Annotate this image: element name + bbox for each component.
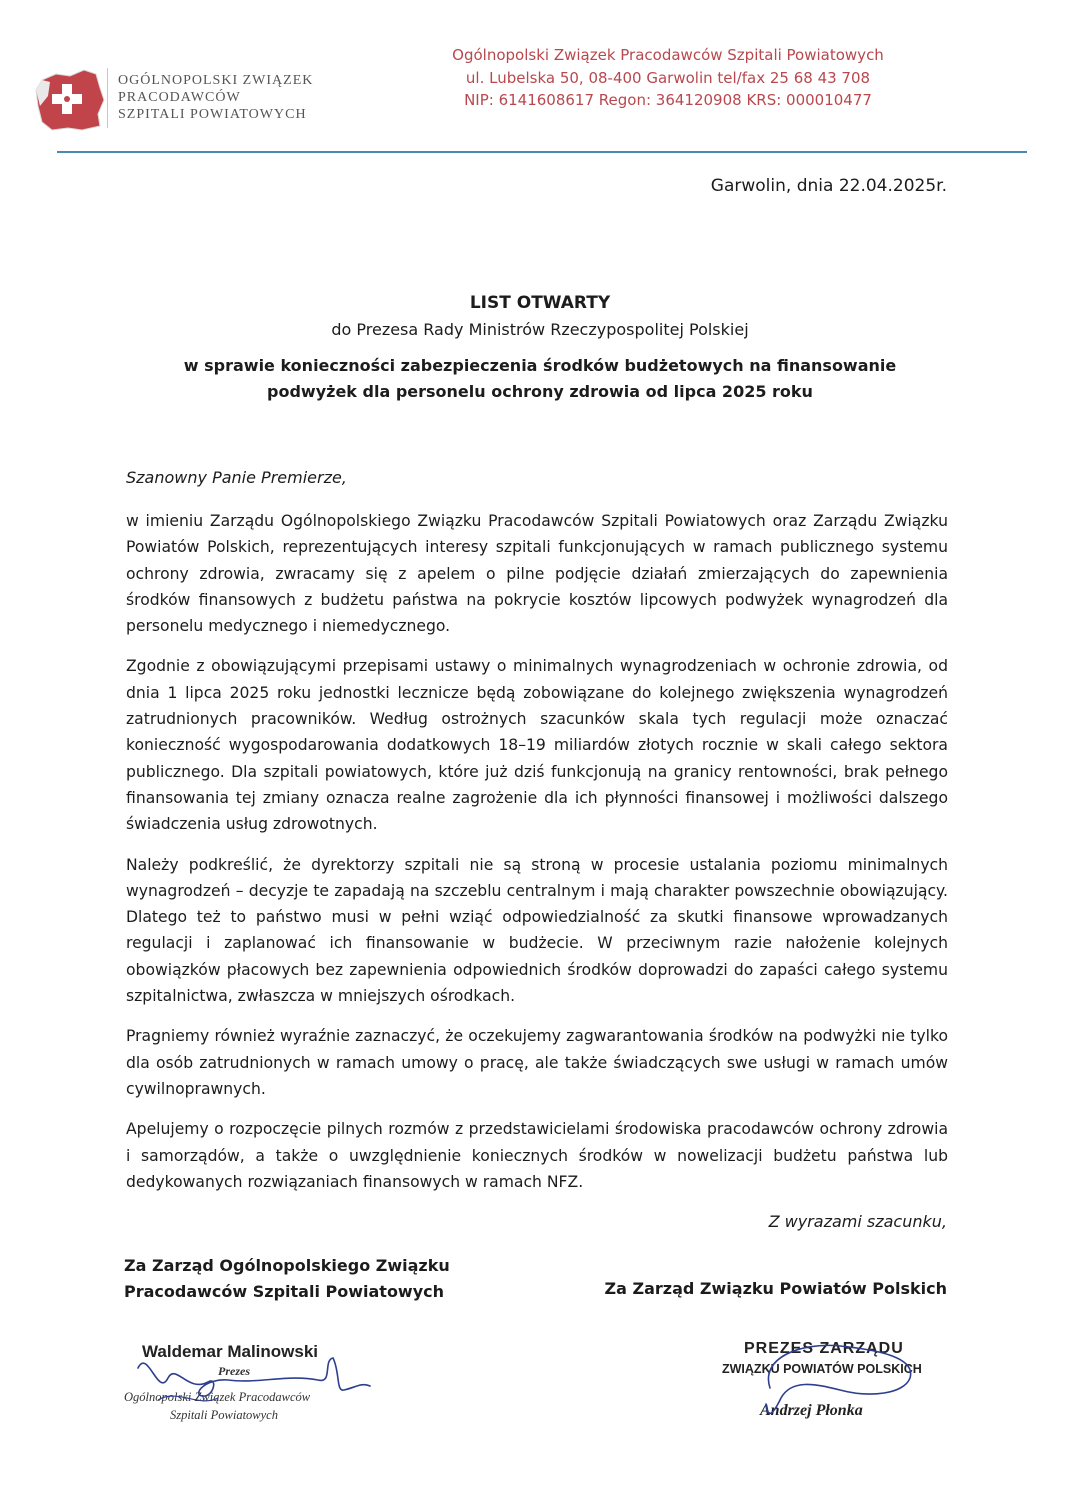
contact-line: ul. Lubelska 50, 08-400 Garwolin tel/fax 25 68 43 708: [465, 68, 871, 87]
stamp-org: ZWIĄZKU POWIATÓW POLSKICH: [722, 1362, 922, 1376]
letter-title: LIST OTWARTY: [469, 293, 611, 313]
signature-left-line: Pracodawców Szpitali Powiatowych: [124, 1282, 445, 1301]
addressee: do Prezesa Rady Ministrów Rzeczypospolitej Polskiej: [331, 320, 749, 339]
stamp-role: Prezes: [218, 1364, 250, 1378]
stamp-title: PREZES ZARZĄDU: [744, 1340, 904, 1357]
paragraph: Należy podkreślić, że dyrektorzy szpitali nie są stroną w procesie ustalania poziomu minimalnych wynagrodzeń – decyzje te zapadają na szczeblu centralnym i mają charakter powszechnie obowiązujący. Dlatego też to państwo musi w pełni wziąć odpowiedzialność za skutki finansowe wprowadzanych regulacji i zaplanować ich finansowanie w budżecie. W przeciwnym razie nałożenie kolejnych obowiązków płacowych bez zapewnienia odpowiednich środków doprowadzi do zapaści całego systemu szpitalnictwa, zwłaszcza w mniejszych ośrodkach.: [126, 855, 948, 1006]
paragraph: w imieniu Zarządu Ogólnopolskiego Związku Pracodawców Szpitali Powiatowych oraz Zarządu Związku Powiatów Polskich, reprezentujących interesy szpitali funkcjonujących w ramach publicznego systemu ochrony zdrowia, zwracamy się z apelem o pilne podjęcie działań zmierzających do zapewnienia środków finansowych z budżetu państwa na pokrycie kosztów lipcowych podwyżek wynagrodzeń dla personelu medycznego i niemedycznego.: [126, 512, 948, 636]
paragraph: Pragniemy również wyraźnie zaznaczyć, że oczekujemy zagwarantowania środków na podwyżki nie tylko dla osób zatrudnionych w ramach umowy o pracę, ale także świadczących swe usługi w ramach umów cywilnoprawnych.: [126, 1027, 948, 1098]
poland-map-cross-logo: [34, 66, 106, 134]
contact-line: Ogólnopolski Związek Pracodawców Szpitali Powiatowych: [452, 46, 884, 64]
signature-left-line: Za Zarząd Ogólnopolskiego Związku: [124, 1256, 450, 1275]
paragraph: Zgodnie z obowiązującymi przepisami ustawy o minimalnych wynagrodzeniach w ochronie zdrowia, od dnia 1 lipca 2025 roku jednostki lecznicze będą zobowiązane do kolejnego zwiększenia wynagrodzeń zatrudnionych pracowników. Według ostrożnych szacunków skala tych regulacji może oznaczać konieczność wygospodarowania dodatkowych 18–19 miliardów złotych rocznie w skali całego sektora publicznego. Dla szpitali powiatowych, które już dziś funkcjonują na granicy rentowności, brak pełnego finansowania tej zmiany oznacza realne zagrożenie dla ich płynności finansowej i możliwości dalszego świadczenia usług zdrowotnych.: [126, 657, 948, 834]
org-name-line: PRACODAWCÓW: [118, 90, 241, 105]
org-contact: [448, 44, 888, 112]
stamp-org-line: Ogólnopolski Związek Pracodawców: [124, 1390, 311, 1404]
signature-left-label: [124, 1253, 450, 1305]
signature-right-label: Za Zarząd Związku Powiatów Polskich: [604, 1279, 947, 1298]
salutation: Szanowny Panie Premierze,: [126, 468, 347, 487]
closing: Z wyrazami szacunku,: [768, 1212, 947, 1231]
letter-subject: w sprawie konieczności zabezpieczenia środków budżetowych na finansowanie podwyżek dla personelu ochrony zdrowia od lipca 2025 roku: [183, 356, 897, 401]
org-name-line: OGÓLNOPOLSKI ZWIĄZEK: [118, 73, 314, 88]
logo-divider: [107, 68, 108, 128]
stamp-org-line: Szpitali Powiatowych: [170, 1408, 278, 1422]
org-name-line: SZPITALI POWIATOWYCH: [118, 107, 307, 122]
org-name: [118, 72, 313, 123]
title-block: [100, 292, 980, 405]
header-rule: [57, 151, 1027, 153]
letter-body: [126, 508, 948, 1209]
contact-line: NIP: 6141608617 Regon: 364120908 KRS: 000010477: [464, 91, 872, 109]
right-signature-stamp: [720, 1338, 960, 1428]
stamp-name: Waldemar Malinowski: [142, 1342, 319, 1361]
handwritten-signature-right: [720, 1338, 960, 1428]
left-signature-stamp: [118, 1338, 378, 1428]
stamp-name: Andrzej Płonka: [760, 1402, 863, 1419]
letter-date: Garwolin, dnia 22.04.2025r.: [710, 176, 947, 196]
handwritten-signature-left: [118, 1338, 378, 1428]
paragraph: Apelujemy o rozpoczęcie pilnych rozmów z przedstawicielami środowiska pracodawców ochrony zdrowia i samorządów, a także o uwzględnienie koniecznych środków w nowelizacji budżetu państwa lub dedykowanych rozwiązaniach finansowych w ramach NFZ.: [126, 1120, 948, 1191]
